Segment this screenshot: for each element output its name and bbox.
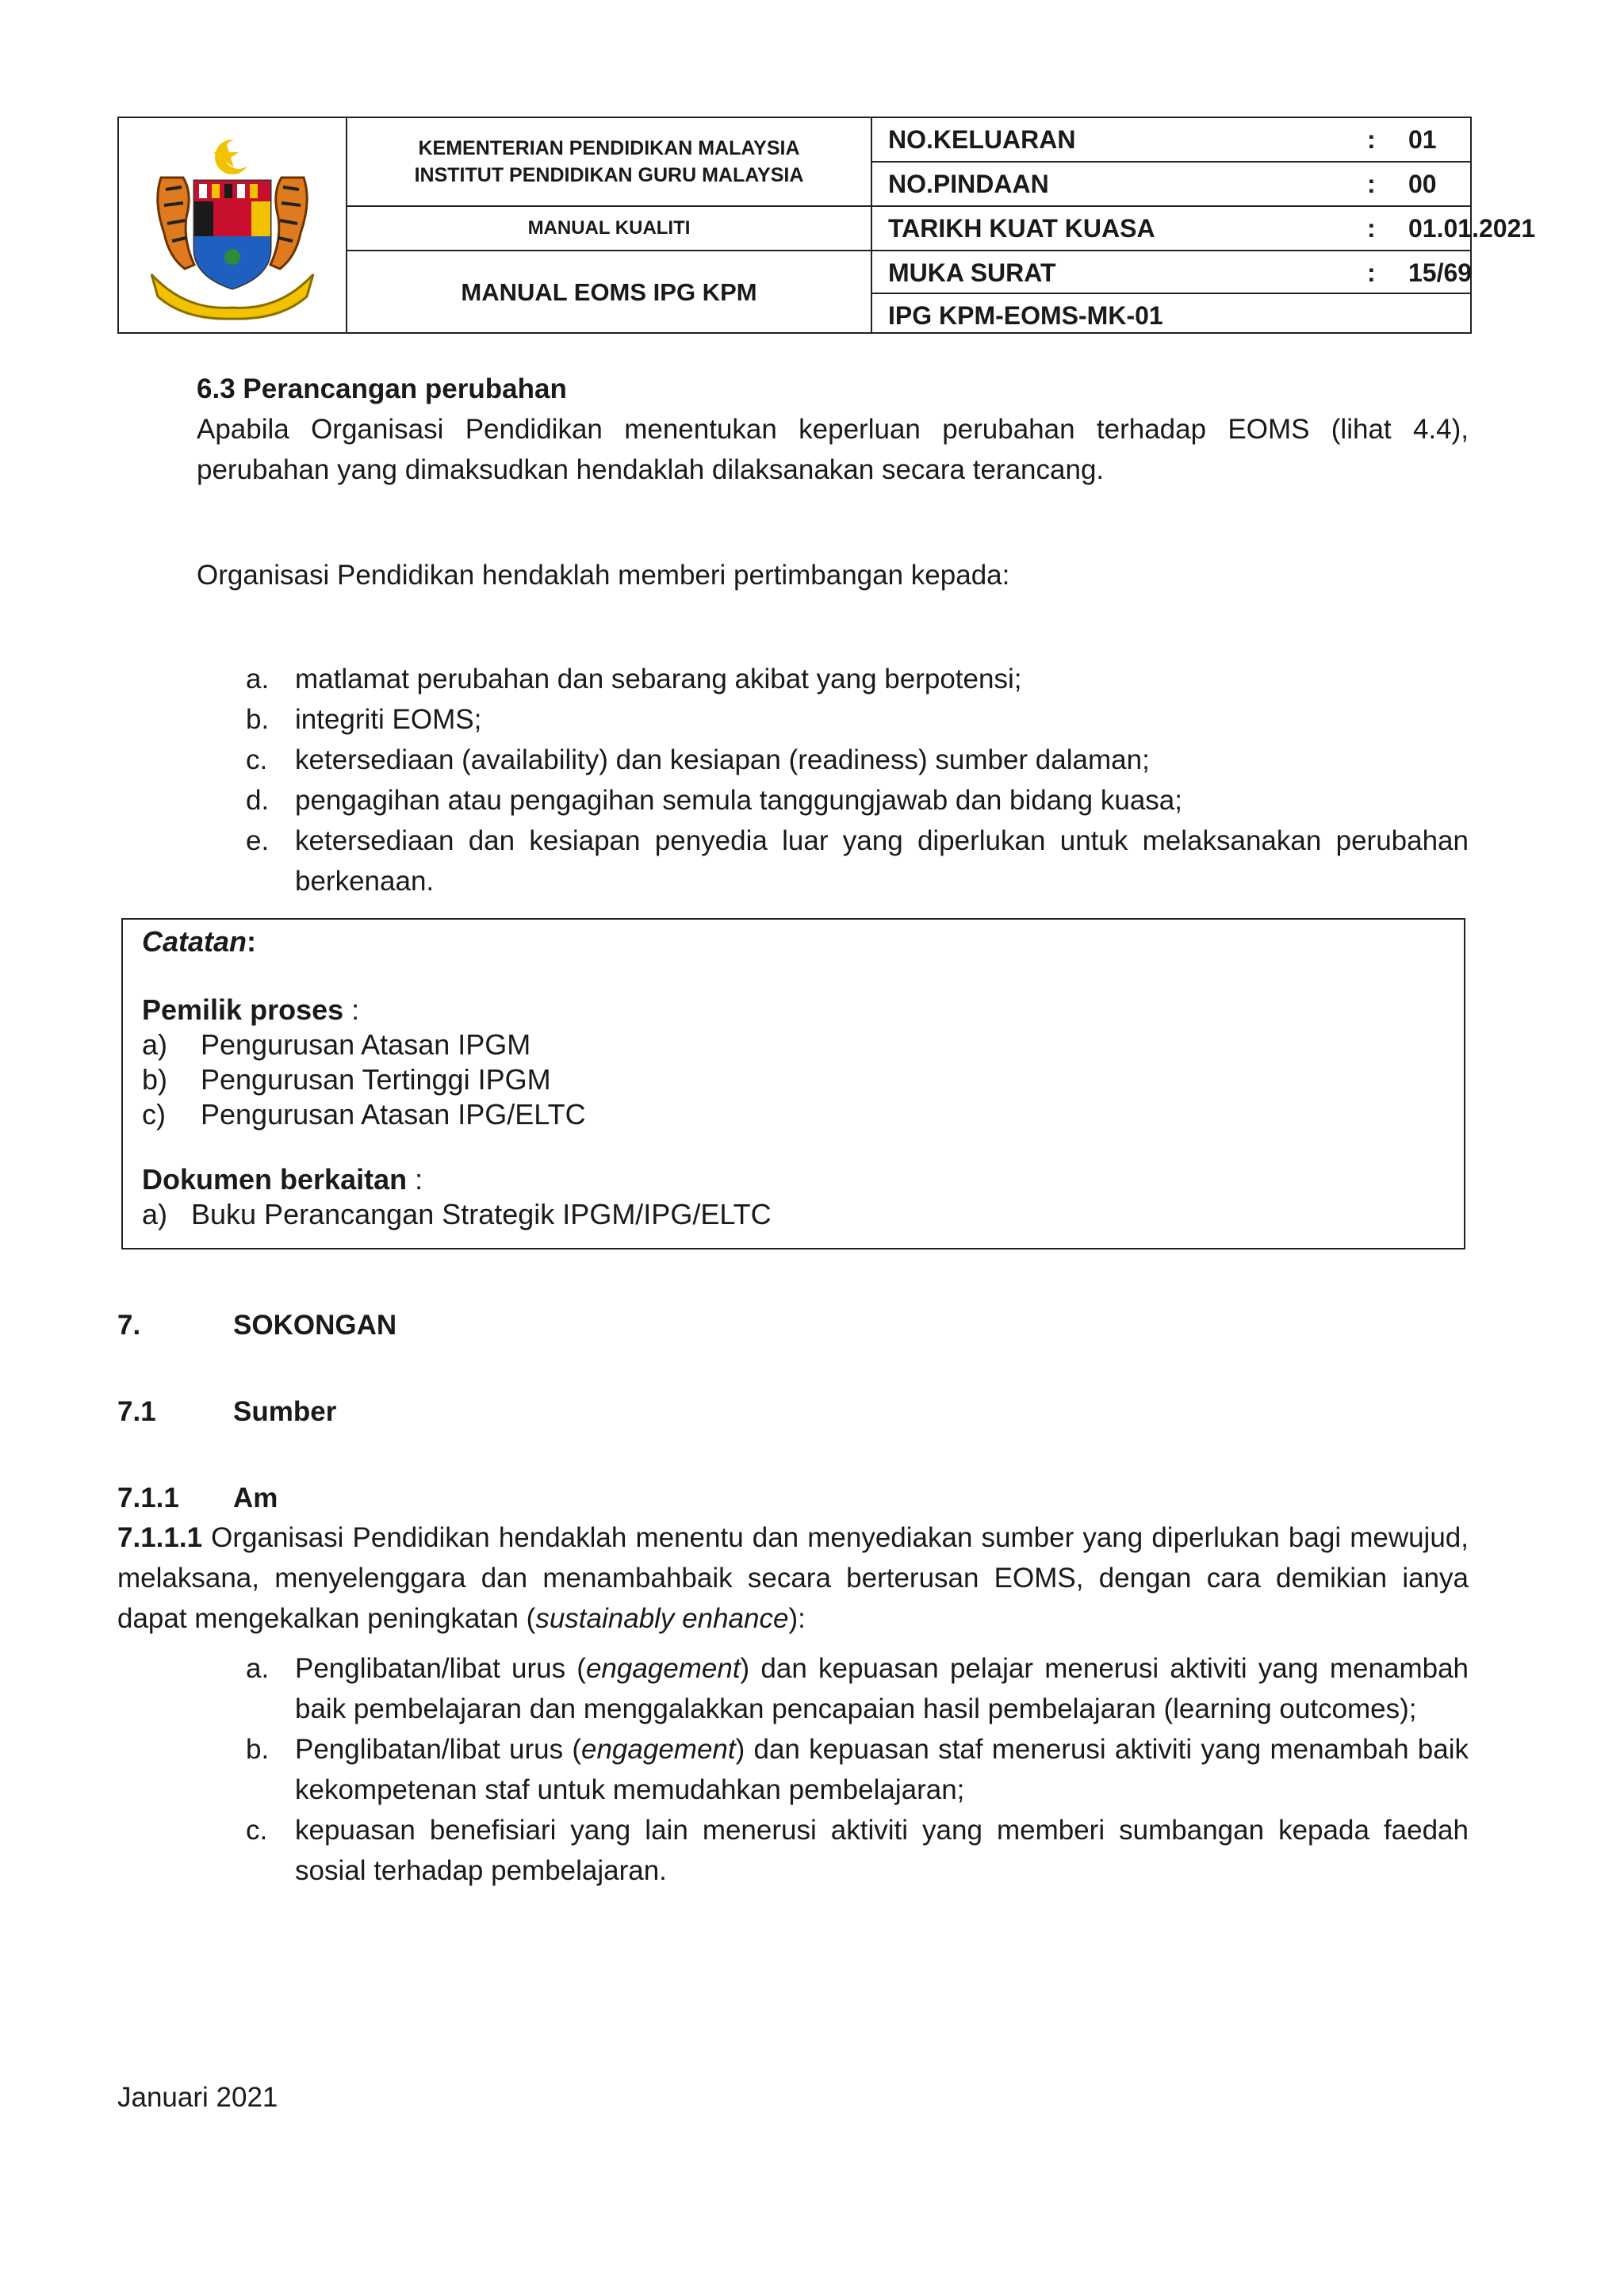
list-item: a. Penglibatan/libat urus (engagement) dan kepuasan pelajar menerusi aktiviti yang menambah baik pembelajaran dan menggalakkan pencapaian hasil pembelajaran (learning outcomes); — [246, 1653, 1469, 1724]
footer-date: Januari 2021 — [117, 2082, 278, 2113]
section-7-1-1-number: 7.1.1 — [117, 1483, 179, 1513]
dokumen-berkaitan-label: Dokumen berkaitan : — [142, 1163, 423, 1196]
list-item: d. pengagihan atau pengagihan semula tanggungjawab dan bidang kuasa; — [246, 785, 1182, 816]
section-7-1-1-1-list — [246, 1648, 1469, 1891]
section-7-1-number: 7.1 — [117, 1396, 156, 1427]
section-6-3-intro: Organisasi Pendidikan hendaklah memberi pertimbangan kepada: — [197, 560, 1010, 591]
header-row-no-keluaran: NO.KELUARAN : 01 — [888, 125, 1437, 154]
header-row-tarikh: TARIKH KUAT KUASA : 01.01.2021 — [888, 214, 1536, 243]
header-row-doc-code: IPG KPM-EOMS-MK-01 — [888, 301, 1163, 330]
ministry-name: KEMENTERIAN PENDIDIKAN MALAYSIA — [418, 137, 800, 159]
list-item: c. kepuasan benefisiari yang lain menerusi aktiviti yang memberi sumbangan kepada faedah sosial terhadap pembelajaran. — [246, 1815, 1469, 1886]
section-7-1-1-1-paragraph: 7.1.1.1 Organisasi Pendidikan hendaklah menentu dan menyediakan sumber yang diperlukan bagi mewujud, melaksana, menyelenggara dan menambahbaik secara berterusan EOMS, dengan cara demikian ianya dapat mengekalkan peningkatan (sustainably enhance): — [117, 1522, 1469, 1634]
manual-kualiti-label: MANUAL KUALITI — [527, 217, 691, 239]
pemilik-item: b) Pengurusan Tertinggi IPGM — [142, 1063, 551, 1096]
catatan-label: Catatan: — [142, 925, 257, 958]
list-item: b. integriti EOMS; — [246, 704, 482, 735]
institute-name: INSTITUT PENDIDIKAN GURU MALAYSIA — [414, 164, 804, 186]
list-item: e. ketersediaan dan kesiapan penyedia luar yang diperlukan untuk melaksanakan perubahan berkenaan. — [246, 825, 1469, 897]
section-7-1-title: Sumber — [233, 1396, 337, 1427]
pemilik-item: a) Pengurusan Atasan IPGM — [142, 1028, 531, 1061]
manual-name: MANUAL EOMS IPG KPM — [461, 278, 757, 306]
section-6-3-paragraph: Apabila Organisasi Pendidikan menentukan keperluan perubahan terhadap EOMS (lihat 4.4), perubahan yang dimaksudkan hendaklah dilaksanakan secara terancang. — [197, 414, 1469, 485]
section-7-1-1-title: Am — [233, 1483, 278, 1513]
document-header-table — [117, 117, 1536, 334]
list-item: a. matlamat perubahan dan sebarang akibat yang berpotensi; — [246, 664, 1022, 695]
list-item: b. Penglibatan/libat urus (engagement) dan kepuasan staf menerusi aktiviti yang menambah baik kekompetenan staf untuk memudahkan pembelajaran; — [246, 1734, 1469, 1805]
header-organization — [347, 118, 871, 205]
coat-of-arms-logo — [119, 118, 346, 332]
catatan-box — [121, 918, 1465, 1249]
header-row-no-pindaan: NO.PINDAAN : 00 — [888, 170, 1437, 198]
section-7-number: 7. — [117, 1310, 141, 1341]
list-item: c. ketersediaan (availability) dan kesiapan (readiness) sumber dalaman; — [246, 744, 1150, 775]
header-row-muka-surat: MUKA SURAT : 15/69 — [888, 258, 1473, 287]
section-7-title: SOKONGAN — [233, 1310, 397, 1341]
dokumen-item: a) Buku Perancangan Strategik IPGM/IPG/ELTC — [142, 1198, 772, 1230]
pemilik-item: c) Pengurusan Atasan IPG/ELTC — [142, 1098, 586, 1131]
section-6-3-list — [246, 659, 1469, 901]
pemilik-proses-label: Pemilik proses : — [142, 993, 360, 1026]
section-6-3-title: 6.3 Perancangan perubahan — [197, 373, 567, 404]
